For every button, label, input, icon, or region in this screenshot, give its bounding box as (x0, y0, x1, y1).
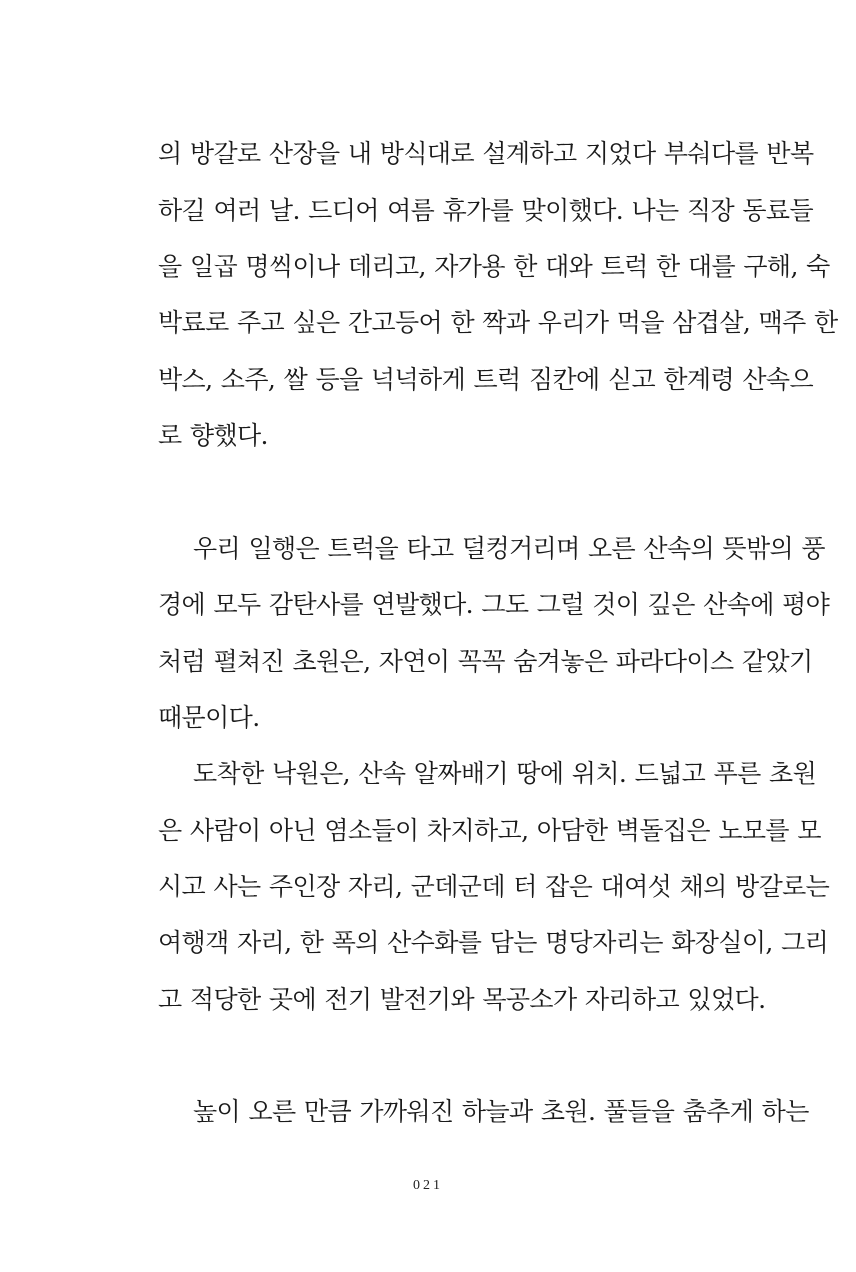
text-line: 고 적당한 곳에 전기 발전기와 목공소가 자리하고 있었다. (158, 985, 766, 1014)
text-line: 경에 모두 감탄사를 연발했다. 그도 그럴 것이 깊은 산속에 평야 (158, 590, 830, 619)
text-line: 도착한 낙원은, 산속 알짜배기 땅에 위치. 드넓고 푸른 초원 (193, 759, 817, 788)
page-number: 021 (413, 1178, 443, 1193)
text-line: 때문이다. (158, 703, 260, 732)
text-line: 의 방갈로 산장을 내 방식대로 설계하고 지었다 부숴다를 반복 (158, 139, 814, 168)
text-line: 을 일곱 명씩이나 데리고, 자가용 한 대와 트럭 한 대를 구해, 숙 (158, 252, 830, 281)
text-line: 여행객 자리, 한 폭의 산수화를 담는 명당자리는 화장실이, 그리 (158, 928, 829, 957)
text-line: 박료로 주고 싶은 간고등어 한 짝과 우리가 먹을 삼겹살, 맥주 한 (158, 308, 838, 337)
text-line: 로 향했다. (158, 421, 268, 450)
text-line: 높이 오른 만큼 가까워진 하늘과 초원. 풀들을 춤추게 하는 (193, 1097, 809, 1126)
text-line: 하길 여러 날. 드디어 여름 휴가를 맞이했다. 나는 직장 동료들 (158, 196, 814, 225)
text-line: 시고 사는 주인장 자리, 군데군데 터 잡은 대여섯 채의 방갈로는 (158, 872, 830, 901)
text-line: 처럼 펼쳐진 초원은, 자연이 꼭꼭 숨겨놓은 파라다이스 같았기 (158, 647, 813, 676)
text-line: 우리 일행은 트럭을 타고 덜컹거리며 오른 산속의 뜻밖의 풍 (193, 534, 825, 563)
text-line: 은 사람이 아닌 염소들이 차지하고, 아담한 벽돌집은 노모를 모 (158, 816, 821, 845)
text-line: 박스, 소주, 쌀 등을 넉넉하게 트럭 짐칸에 싣고 한계령 산속으 (158, 365, 814, 394)
